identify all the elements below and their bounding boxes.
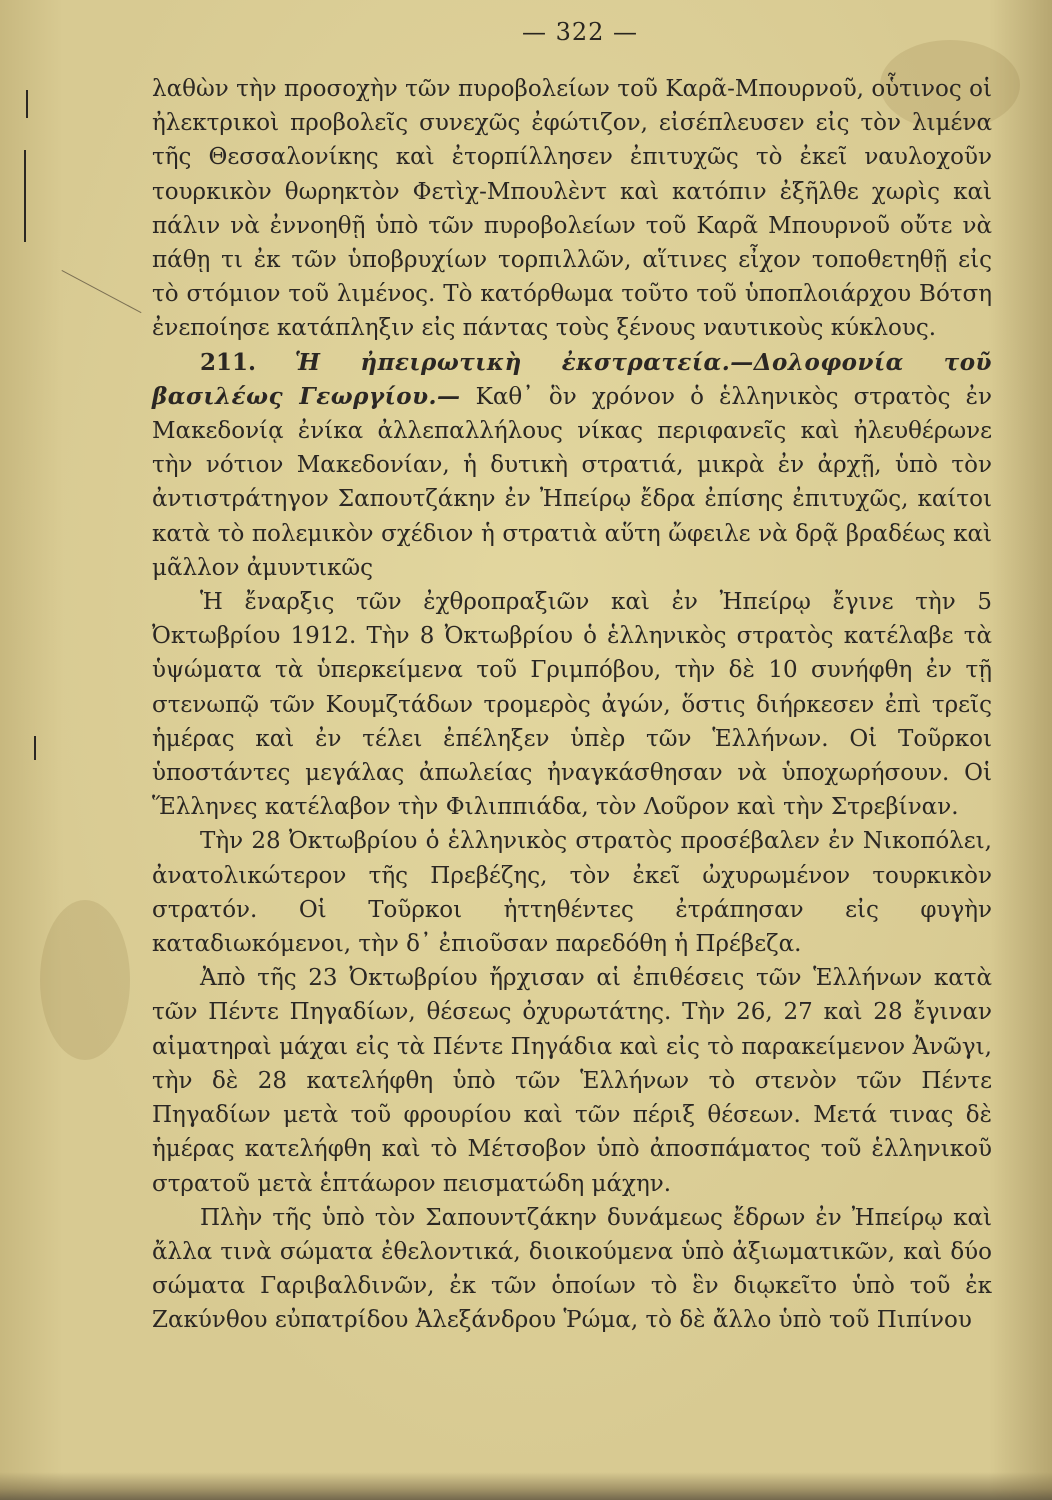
paragraph: Πλὴν τῆς ὑπὸ τὸν Σαπουντζάκην δυνάμεως ἔδρων ἐν Ἠπείρῳ καὶ ἄλλα τινὰ σώματα ἐθελοντικά, διοικούμενα ὑπὸ ἀξιωματικῶν, καὶ δύο σώματα Γαριβαλδινῶν, ἐκ τῶν ὁποίων τὸ ἓν διῳκεῖτο ὑπὸ τοῦ ἐκ Ζακύνθου εὐπατρίδου Ἀλεξάνδρου Ῥώμα, τὸ δὲ ἄλλο ὑπὸ τοῦ Πιπίνου <box>152 1204 992 1334</box>
margin-mark <box>24 150 26 242</box>
paragraph: λαθὼν τὴν προσοχὴν τῶν πυροβολείων τοῦ Καρᾶ-Μπουρνοῦ, οὗτινος οἱ ἠλεκτρικοὶ προβολεῖς συνεχῶς ἐφώτιζον, εἰσέπλευσεν εἰς τὸν λιμένα τῆς Θεσσαλονίκης καὶ ἐτορπίλλησεν ἐπιτυχῶς τὸ ἐκεῖ ναυλοχοῦν τουρκικὸν θωρηκτὸν Φετὶχ-Μπουλὲντ καὶ κατόπιν ἐξῆλθε χωρὶς καὶ πάλιν νὰ ἐννοηθῇ ὑπὸ τῶν πυροβολείων τοῦ Καρᾶ Μπουρνοῦ οὔτε νὰ πάθῃ τι ἐκ τῶν ὑποβρυχίων τορπιλλῶν, αἵτινες εἶχον τοποθετηθῇ εἰς τὸ στόμιον τοῦ λιμένος. Τὸ κατόρθωμα τοῦτο τοῦ ὑποπλοιάρχου Βότση ἐνεποίησε κατάπληξιν εἰς πάντας τοὺς ξένους ναυτικοὺς κύκλους. <box>152 76 992 342</box>
margin-mark <box>34 736 36 760</box>
paragraph-with-heading <box>152 346 992 585</box>
section-number: 211. <box>200 348 257 376</box>
paragraph-text: Καθ᾽ ὃν χρόνον ὁ ἑλληνικὸς στρατὸς ἐν Μακεδονίᾳ ἐνίκα ἀλλεπαλλήλους νίκας περιφανεῖς καὶ ἠλευθέρωνε τὴν νότιον Μακεδονίαν, ἡ δυτικὴ στρατιά, μικρὰ ἐν ἀρχῇ, ὑπὸ τὸν ἀντιστράτηγον Σαπουτζάκην ἐν Ἠπείρῳ ἔδρα ἐπίσης ἐπιτυχῶς, καίτοι κατὰ τὸ πολεμικὸν σχέδιον ἡ στρατιὰ αὕτη ὤφειλε νὰ δρᾷ βραδέως καὶ μᾶλλον ἀμυντικῶς <box>152 383 992 581</box>
body-text <box>152 72 992 1338</box>
paragraph: Τὴν 28 Ὀκτωβρίου ὁ ἑλληνικὸς στρατὸς προσέβαλεν ἐν Νικοπόλει, ἀνατολικώτερον τῆς Πρεβέζης, τὸν ἐκεῖ ὠχυρωμένον τουρκικὸν στρατόν. Οἱ Τοῦρκοι ἡττηθέντες ἐτράπησαν εἰς φυγὴν καταδιωκόμενοι, τὴν δ᾽ ἐπιοῦσαν παρεδόθη ἡ Πρέβεζα. <box>152 828 992 958</box>
page-number: — 322 — <box>521 18 639 46</box>
paper-stain <box>40 900 130 1060</box>
section-heading: Ἡ ἠπειρωτικὴ ἐκστρατεία.—Δολοφονία τοῦ βασιλέως Γεωργίου.— <box>152 348 992 410</box>
page-bottom-edge <box>0 1472 1052 1500</box>
margin-mark <box>26 90 28 118</box>
margin-line <box>62 270 142 313</box>
paragraph: Ἀπὸ τῆς 23 Ὀκτωβρίου ἤρχισαν αἱ ἐπιθέσεις τῶν Ἑλλήνων κατὰ τῶν Πέντε Πηγαδίων, θέσεως ὀχυρωτάτης. Τὴν 26, 27 καὶ 28 ἔγιναν αἱματηραὶ μάχαι εἰς τὰ Πέντε Πηγάδια καὶ εἰς τὸ παρακείμενον Ἀνῶγι, τὴν δὲ 28 κατελήφθη ὑπὸ τῶν Ἑλλήνων τὸ στενὸν τῶν Πέντε Πηγαδίων μετὰ τοῦ φρουρίου καὶ τῶν πέριξ θέσεων. Μετά τινας δὲ ἡμέρας κατελήφθη καὶ τὸ Μέτσοβον ὑπὸ ἀποσπάματος τοῦ ἑλληνικοῦ στρατοῦ μετὰ ἑπτάωρον πεισματώδη μάχην. <box>152 965 992 1197</box>
paragraph: Ἡ ἔναρξις τῶν ἐχθροπραξιῶν καὶ ἐν Ἠπείρῳ ἔγινε τὴν 5 Ὀκτωβρίου 1912. Τὴν 8 Ὀκτωβρίου ὁ ἑλληνικὸς στρατὸς κατέλαβε τὰ ὑψώματα τὰ ὑπερκείμενα τοῦ Γριμπόβου, τὴν δὲ 10 συνήφθη ἐν τῇ στενωπῷ τῶν Κουμζτάδων τρομερὸς ἀγών, ὅστις διήρκεσεν ἐπὶ τρεῖς ἡμέρας καὶ ἐν τέλει ἐπέληξεν ὑπὲρ τῶν Ἑλλήνων. Οἱ Τοῦρκοι ὑποστάντες μεγάλας ἀπωλείας ἠναγκάσθησαν νὰ ὑποχωρήσουν. Οἱ Ἕλληνες κατέλαβον τὴν Φιλιππιάδα, τὸν Λοῦρον καὶ τὴν Στρεβίναν. <box>152 589 992 821</box>
